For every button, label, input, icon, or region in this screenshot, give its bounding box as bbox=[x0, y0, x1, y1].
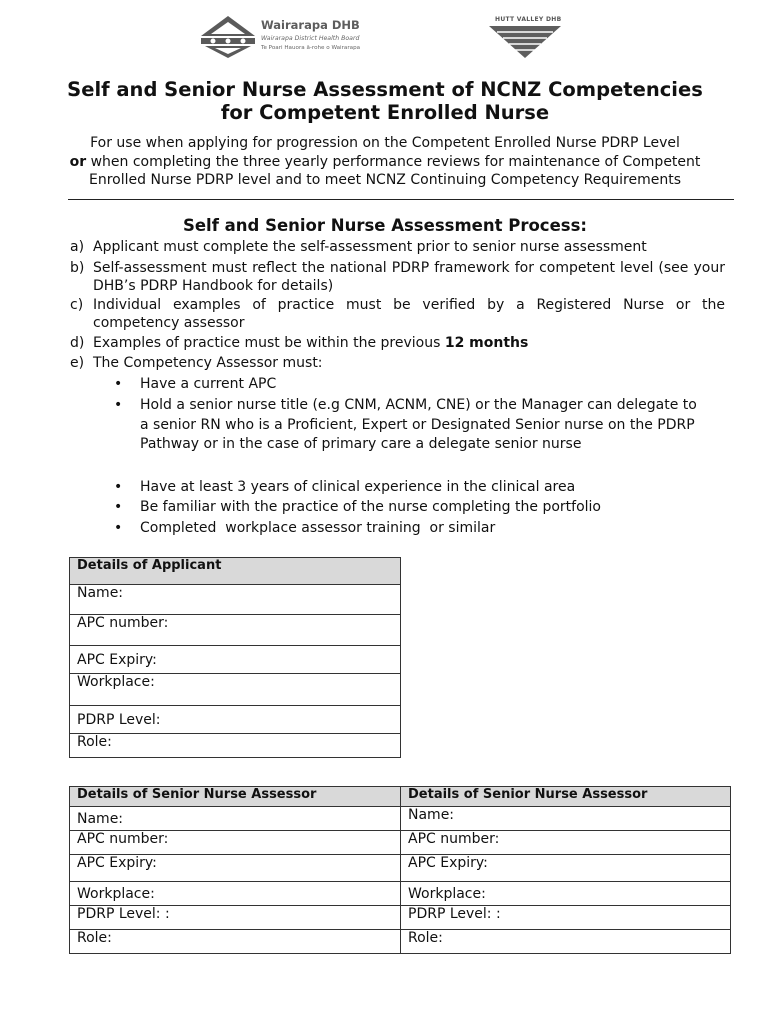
bullet-item bbox=[114, 396, 714, 455]
bullet-icon: • bbox=[114, 397, 123, 413]
list-text bbox=[70, 335, 725, 353]
bullet-item bbox=[114, 519, 714, 539]
list-label: c) bbox=[70, 297, 84, 313]
hutt-valley-logo-name: HUTT VALLEY DHB bbox=[495, 16, 562, 23]
list-text-bold: 12 months bbox=[444, 335, 529, 351]
list-item bbox=[70, 260, 725, 295]
list-label: a) bbox=[70, 239, 85, 255]
applicant-role-field[interactable]: Role: bbox=[70, 734, 401, 758]
intro-part-1: For use when applying for progression on the Competent Enrolled Nurse PDRP Level bbox=[90, 135, 680, 151]
list-item bbox=[70, 335, 725, 353]
hutt-valley-dhb-logo bbox=[487, 16, 563, 58]
bullet-text: Completed workplace assessor training or similar bbox=[140, 520, 496, 536]
assessor-2-role-field[interactable]: Role: bbox=[401, 930, 731, 954]
bullet-text: Have at least 3 years of clinical experience in the clinical area bbox=[140, 479, 576, 495]
list-label: d) bbox=[70, 335, 85, 351]
list-item bbox=[70, 355, 725, 373]
list-text: The Competency Assessor must: bbox=[93, 355, 323, 371]
title-line-2: for Competent Enrolled Nurse bbox=[220, 101, 550, 124]
list-label: e) bbox=[70, 355, 85, 371]
assessor-1-apc-expiry-field[interactable]: APC Expiry: bbox=[70, 855, 401, 882]
process-heading bbox=[0, 216, 770, 235]
wairarapa-dhb-logo bbox=[199, 14, 369, 60]
applicant-table-header: Details of Applicant bbox=[70, 558, 401, 585]
list-label: b) bbox=[70, 260, 85, 276]
bullet-text: Hold a senior nurse title (e.g CNM, ACNM, CNE) or the Manager can delegate to a senior RN who is a Proficient, Expert or Designated Senior nurse on the PDRP Pathway or in the case of primary care a delegate senior nurse bbox=[140, 397, 697, 452]
title-line-1: Self and Senior Nurse Assessment of NCNZ Competencies bbox=[67, 78, 703, 101]
assessor-1-workplace-field[interactable]: Workplace: bbox=[70, 882, 401, 906]
bullet-icon: • bbox=[114, 479, 123, 495]
process-heading-text: Self and Senior Nurse Assessment Process bbox=[182, 216, 581, 235]
bullet-text: Be familiar with the practice of the nurse completing the portfolio bbox=[140, 499, 601, 515]
document-title bbox=[20, 78, 750, 124]
assessor-2-workplace-field[interactable]: Workplace: bbox=[401, 882, 731, 906]
assessor-1-role-field[interactable]: Role: bbox=[70, 930, 401, 954]
assessor-2-pdrp-level-field[interactable]: PDRP Level: : bbox=[401, 906, 731, 930]
wairarapa-logo-tagline: Te Poari Hauora ā-rohe o Wairarapa bbox=[261, 45, 361, 51]
hutt-valley-emblem-icon bbox=[487, 24, 563, 58]
applicant-workplace-field[interactable]: Workplace: bbox=[70, 674, 401, 706]
bullet-item bbox=[114, 478, 714, 498]
intro-bold-or: or bbox=[69, 153, 87, 170]
applicant-apc-number-field[interactable]: APC number: bbox=[70, 615, 401, 646]
applicant-name-field[interactable]: Name: bbox=[70, 585, 401, 615]
process-heading-colon: : bbox=[580, 216, 588, 235]
assessor-1-pdrp-level-field[interactable]: PDRP Level: : bbox=[70, 906, 401, 930]
list-text: Self-assessment must reflect the national PDRP framework for competent level (see your DHB’s PDRP Handbook for details) bbox=[93, 260, 725, 294]
wairarapa-logo-subtitle: Wairarapa District Health Board bbox=[261, 35, 360, 42]
bullet-icon: • bbox=[114, 376, 123, 392]
bullet-item bbox=[114, 375, 714, 395]
bullet-icon: • bbox=[114, 499, 123, 515]
assessor-1-header: Details of Senior Nurse Assessor bbox=[70, 787, 401, 807]
list-text: Individual examples of practice must be verified by a Registered Nurse or the competency assessor bbox=[93, 297, 725, 331]
assessor-2-apc-expiry-field[interactable]: APC Expiry: bbox=[401, 855, 731, 882]
assessor-1-name-field[interactable]: Name: bbox=[70, 807, 401, 831]
applicant-apc-expiry-field[interactable]: APC Expiry: bbox=[70, 646, 401, 674]
applicant-pdrp-level-field[interactable]: PDRP Level: bbox=[70, 706, 401, 734]
list-text-part: Examples of practice must be within the previous bbox=[93, 335, 445, 351]
divider bbox=[68, 199, 734, 200]
assessor-2-name-field[interactable]: Name: bbox=[401, 807, 731, 831]
list-item bbox=[70, 239, 725, 257]
wairarapa-emblem-icon bbox=[199, 14, 257, 60]
assessor-2-apc-number-field[interactable]: APC number: bbox=[401, 831, 731, 855]
bullet-text: Have a current APC bbox=[140, 376, 277, 392]
bullet-icon: • bbox=[114, 520, 123, 536]
intro-part-2: when completing the three yearly performance reviews for maintenance of Competent Enrolled Nurse PDRP level and to meet NCNZ Continuing Competency Requirements bbox=[86, 153, 701, 188]
applicant-details-table bbox=[69, 557, 401, 758]
wairarapa-logo-name: Wairarapa DHB bbox=[261, 18, 360, 32]
intro-paragraph bbox=[40, 134, 730, 190]
assessor-details-table bbox=[69, 786, 731, 954]
list-item bbox=[70, 297, 725, 332]
assessor-2-header: Details of Senior Nurse Assessor bbox=[401, 787, 731, 807]
list-text: Applicant must complete the self-assessment prior to senior nurse assessment bbox=[93, 239, 647, 255]
assessor-1-apc-number-field[interactable]: APC number: bbox=[70, 831, 401, 855]
bullet-item bbox=[114, 498, 714, 518]
